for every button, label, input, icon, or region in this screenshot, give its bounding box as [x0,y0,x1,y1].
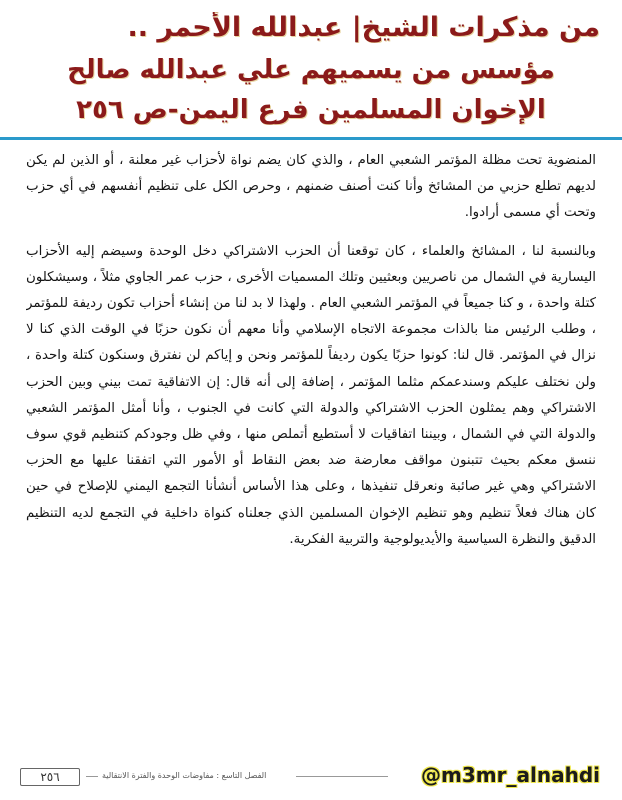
social-handle-watermark: @m3mr_alnahdi [421,763,600,787]
page-body [26,148,596,748]
header-title-line3: الإخوان المسلمين فرع اليمن-ص ٢٥٦ [76,95,546,125]
header-banner [0,0,622,140]
header-title-line1: من مذكرات الشيخ| عبدالله الأحمر .. [127,12,600,43]
chapter-title: الفصل التاسع : مفاوضات الوحدة والفترة الانتقالية [98,770,296,782]
paragraph-2: وبالنسبة لنا ، المشائخ والعلماء ، كان توقعنا أن الحزب الاشتراكي دخل الوحدة وسيضم إليه الأحزاب اليسارية في الشمال من ناصريين وبعثيين وتلك المسميات الأخرى ، حزب عمر الجاوي مثلاً ، وسيشكلون كتلة واحدة ، و كنا جميعاً في المؤتمر الشعبي العام . ولهذا لا بد لنا من إنشاء أحزاب تكون رديفة للمؤتمر ، وطلب الرئيس منا بالذات مجموعة الاتجاه الإسلامي وأنا معهم أن نكون حزبًا في الوقت الذي كنا لا نزال في المؤتمر. قال لنا: كونوا حزبًا يكون رديفاً للمؤتمر ونحن و إياكم لن نفترق وسنكون كتلة واحدة ، ولن نختلف عليكم وسندعمكم مثلما المؤتمر ، إضافة إلى أنه قال: إن الاتفاقية تمت بيني وبين الحزب الاشتراكي وهم يمثلون الحزب الاشتراكي والدولة التي كانت في الجنوب ، وأنا أمثل المؤتمر الشعبي والدولة التي في الشمال ، وبيننا اتفاقيات لا أستطيع أتملص منها ، وفي ظل وجودكم كتنظيم قوي سوف ننسق معكم بحيث تتبنون مواقف معارضة ضد بعض النقاط أو الأمور التي اتفقنا عليها مع الحزب الاشتراكي وهي غير صائبة ونعرقل تنفيذها ، وعلى هذا الأساس أنشأنا التجمع اليمني للإصلاح في حين كان هناك فعلاً تنظيم وهو تنظيم الإخوان المسلمين الذي جعلناه كنواة داخلية في التجمع لديه التنظيم الدقيق والنظرة السياسية والأيديولوجية والتربية الفكرية. [26,243,596,547]
paragraph-1: المنضوية تحت مظلة المؤتمر الشعبي العام ، والذي كان يضم نواة لأحزاب غير معلنة ، أو الذين لم يكن لديهم تطلع حزبي من المشائخ وأنا كنت أصنف ضمنهم ، وحرص الكل على تنظيم أنفسهم في أي حزب وتحت أي مسمى أرادوا. [26,153,596,221]
header-title-line2: مؤسس من يسميهم علي عبدالله صالح [67,55,555,85]
page-number: ٢٥٦ [20,768,80,786]
page-footer [14,760,608,790]
